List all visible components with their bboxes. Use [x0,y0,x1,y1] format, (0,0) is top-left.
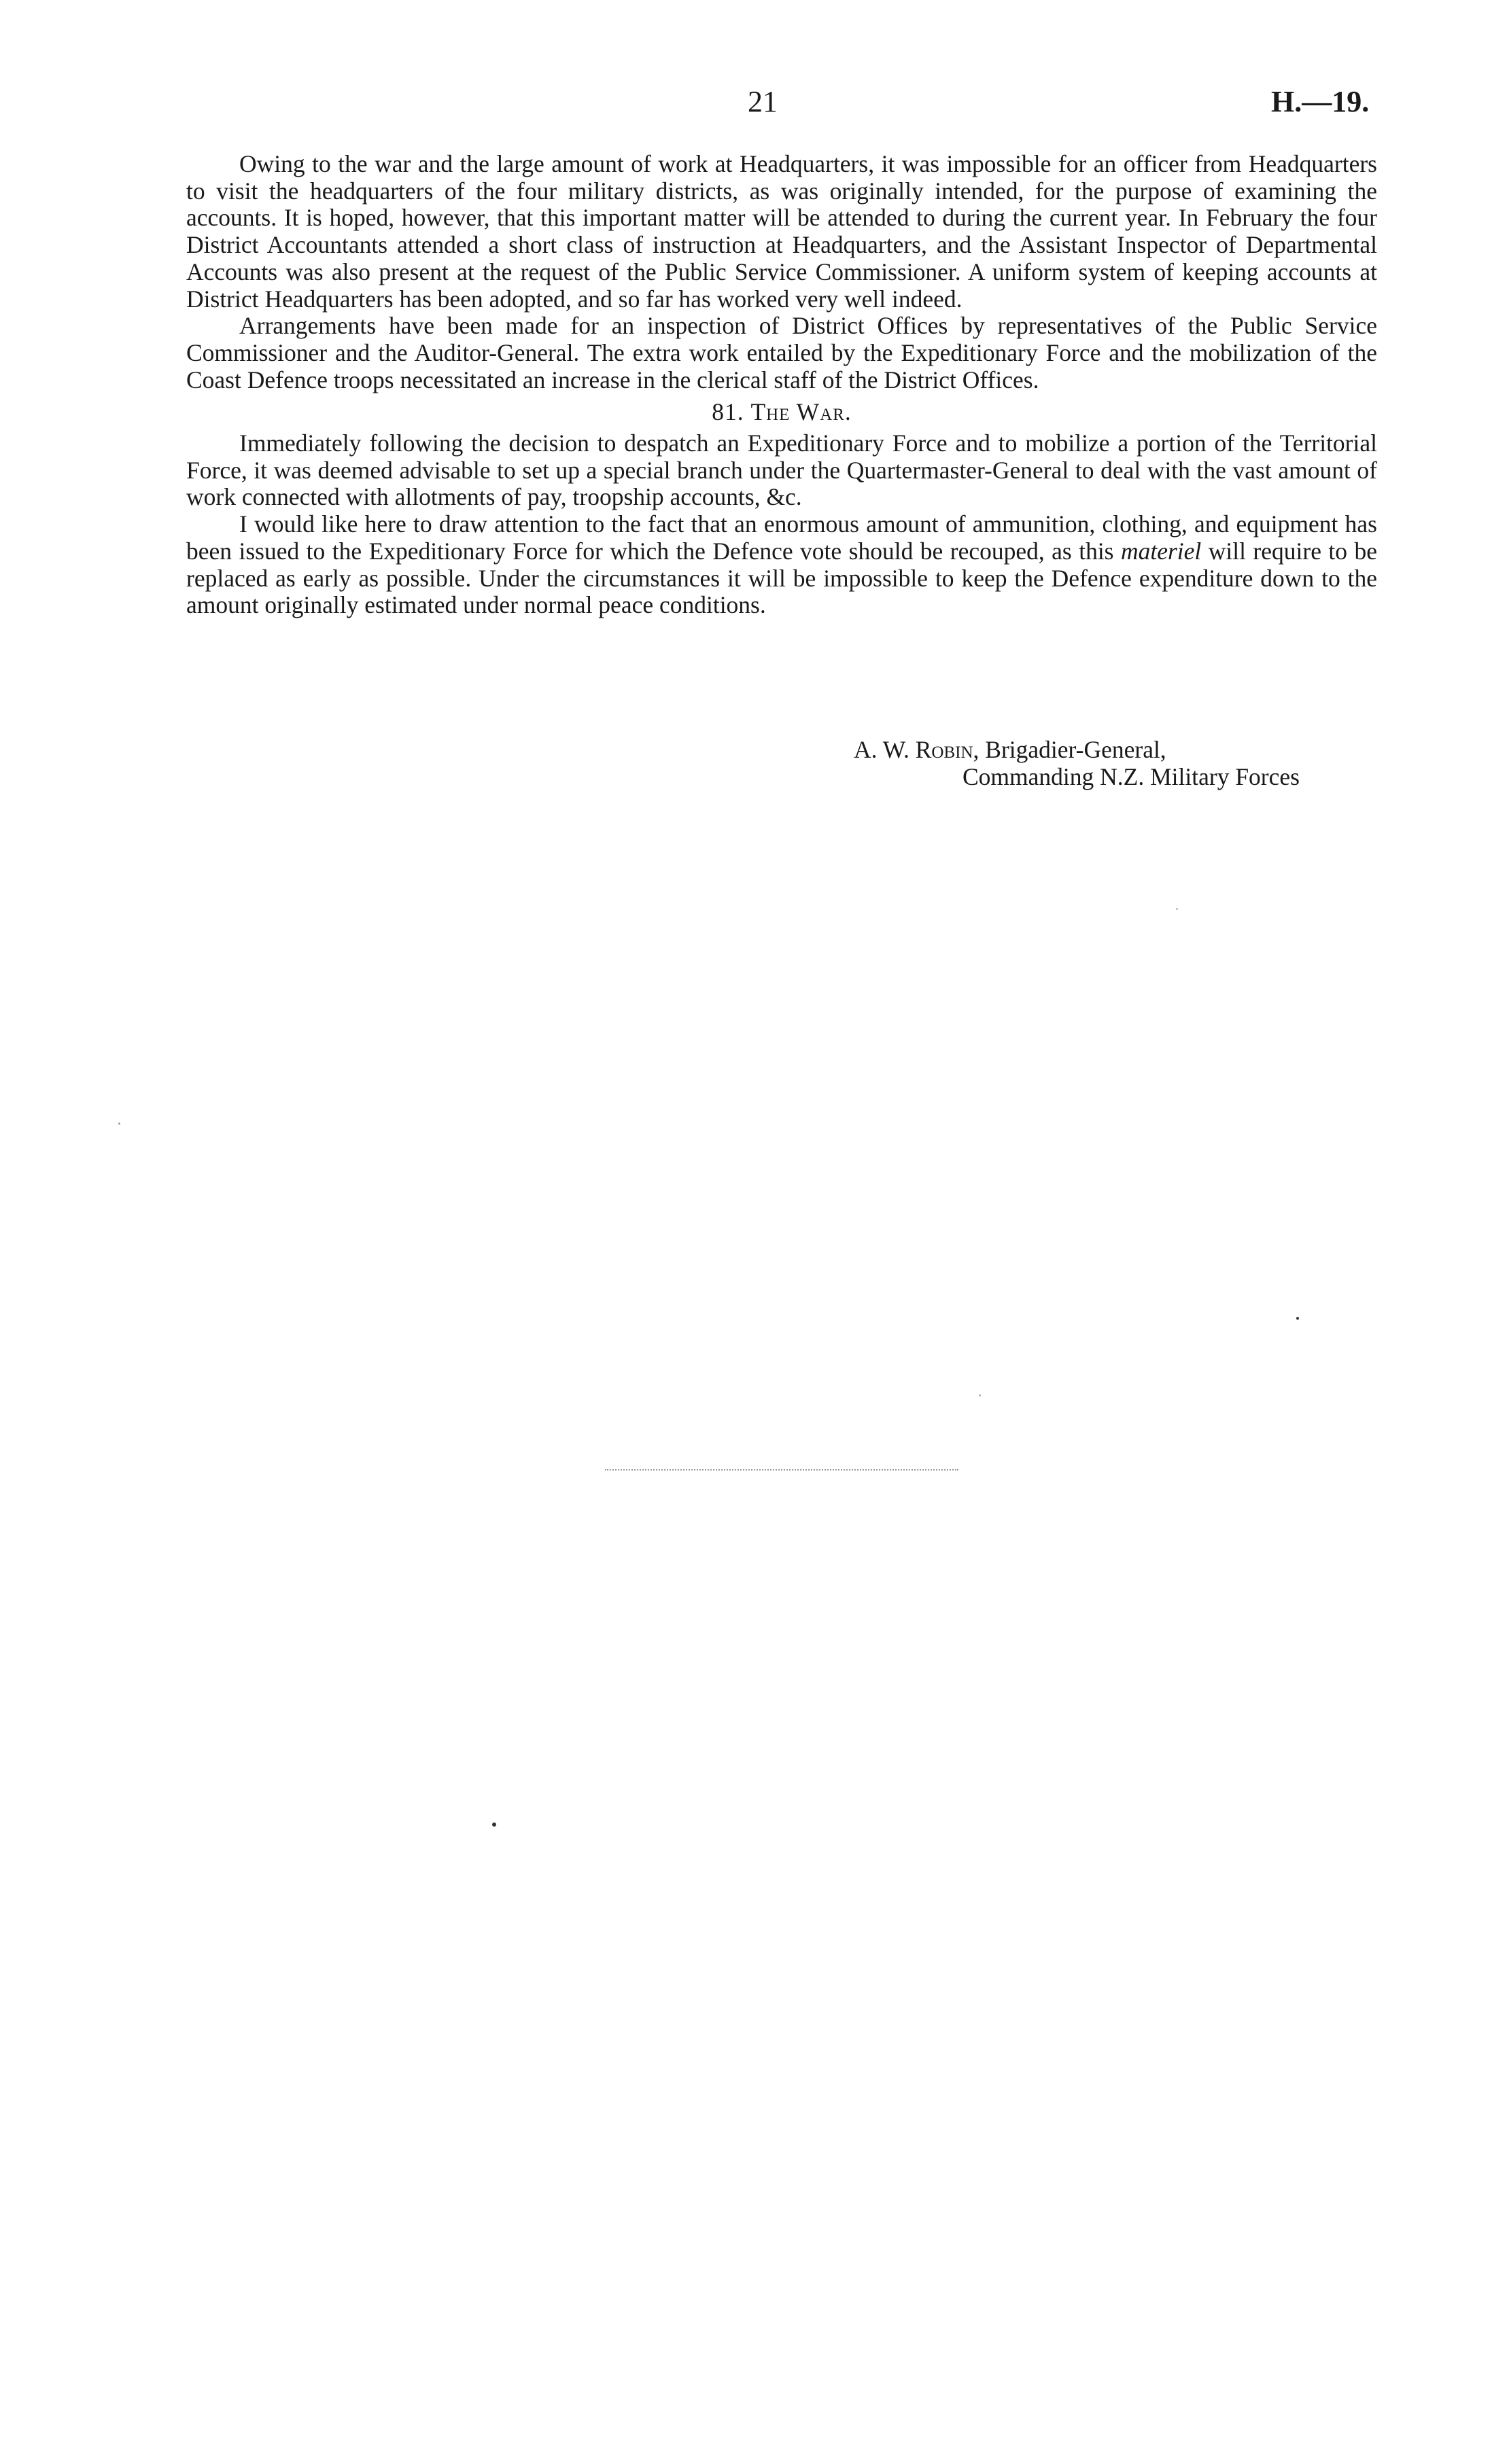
paragraph-headquarters-accounts: Owing to the war and the large amount of work at Headquarters, it was impossible for an officer from Headquarters to visit the headquarters of the four military districts, as was originally intended, for the purpose of examining the accounts. It is hoped, however, that this important matter will be attended to during the current year. In February the four District Accountants attended a short class of instruction at Headquarters, and the Assistant Inspector of Departmental Accounts was also present at the request of the Public Service Commissioner. A uniform system of keeping accounts at District Headquarters has been adopted, and so far has worked very well indeed. [186,150,1377,313]
paragraph-defence-expenditure [186,511,1377,619]
section-title: The War. [750,398,852,426]
end-rule [605,1469,958,1471]
document-reference: H.—19. [1271,85,1370,118]
scan-speck [1176,908,1178,910]
paragraph-expeditionary-force: Immediately following the decision to despatch an Expeditionary Force and to mobilize a portion of the Territorial Force, it was deemed advisable to set up a special branch under the Quartermaster-General to deal with the vast amount of work connected with allotments of pay, troopship accounts, &c. [186,429,1377,511]
page-number: 21 [748,85,778,118]
signature-name-line [854,736,1384,763]
scan-speck [118,1123,120,1125]
signature-rank: , Brigadier-General, [973,736,1166,763]
signature-surname: Robin [915,736,973,763]
scan-speck [492,1823,496,1827]
italic-term: materiel [1120,537,1202,565]
paragraph-text: I would like here to draw attention to the fact that an enormous amount of ammunition, clothing, and equipment has been issued to the Expeditionary Force for which the Defence vote should be recouped, as this [186,510,1377,565]
signature-block [854,736,1384,790]
scan-speck [1296,1317,1299,1320]
body-text [186,151,1377,619]
scan-speck [979,1394,981,1396]
section-heading [186,399,1377,426]
paragraph-text: will require to be replaced as early as possible. Under the circumstances it will be impossible to keep the Defence expenditure down to the amount originally estimated under normal peace conditions. [186,537,1377,619]
section-number: 81. [712,398,744,426]
signature-initials: A. W. [854,736,909,763]
paragraph-district-offices: Arrangements have been made for an inspection of District Offices by representatives of the Public Service Commissioner and the Auditor-General. The extra work entailed by the Expeditionary Force and the mobilization of the Coast Defence troops necessitated an increase in the clerical staff of the District Offices. [186,312,1377,393]
signature-command: Commanding N.Z. Military Forces [962,763,1300,790]
